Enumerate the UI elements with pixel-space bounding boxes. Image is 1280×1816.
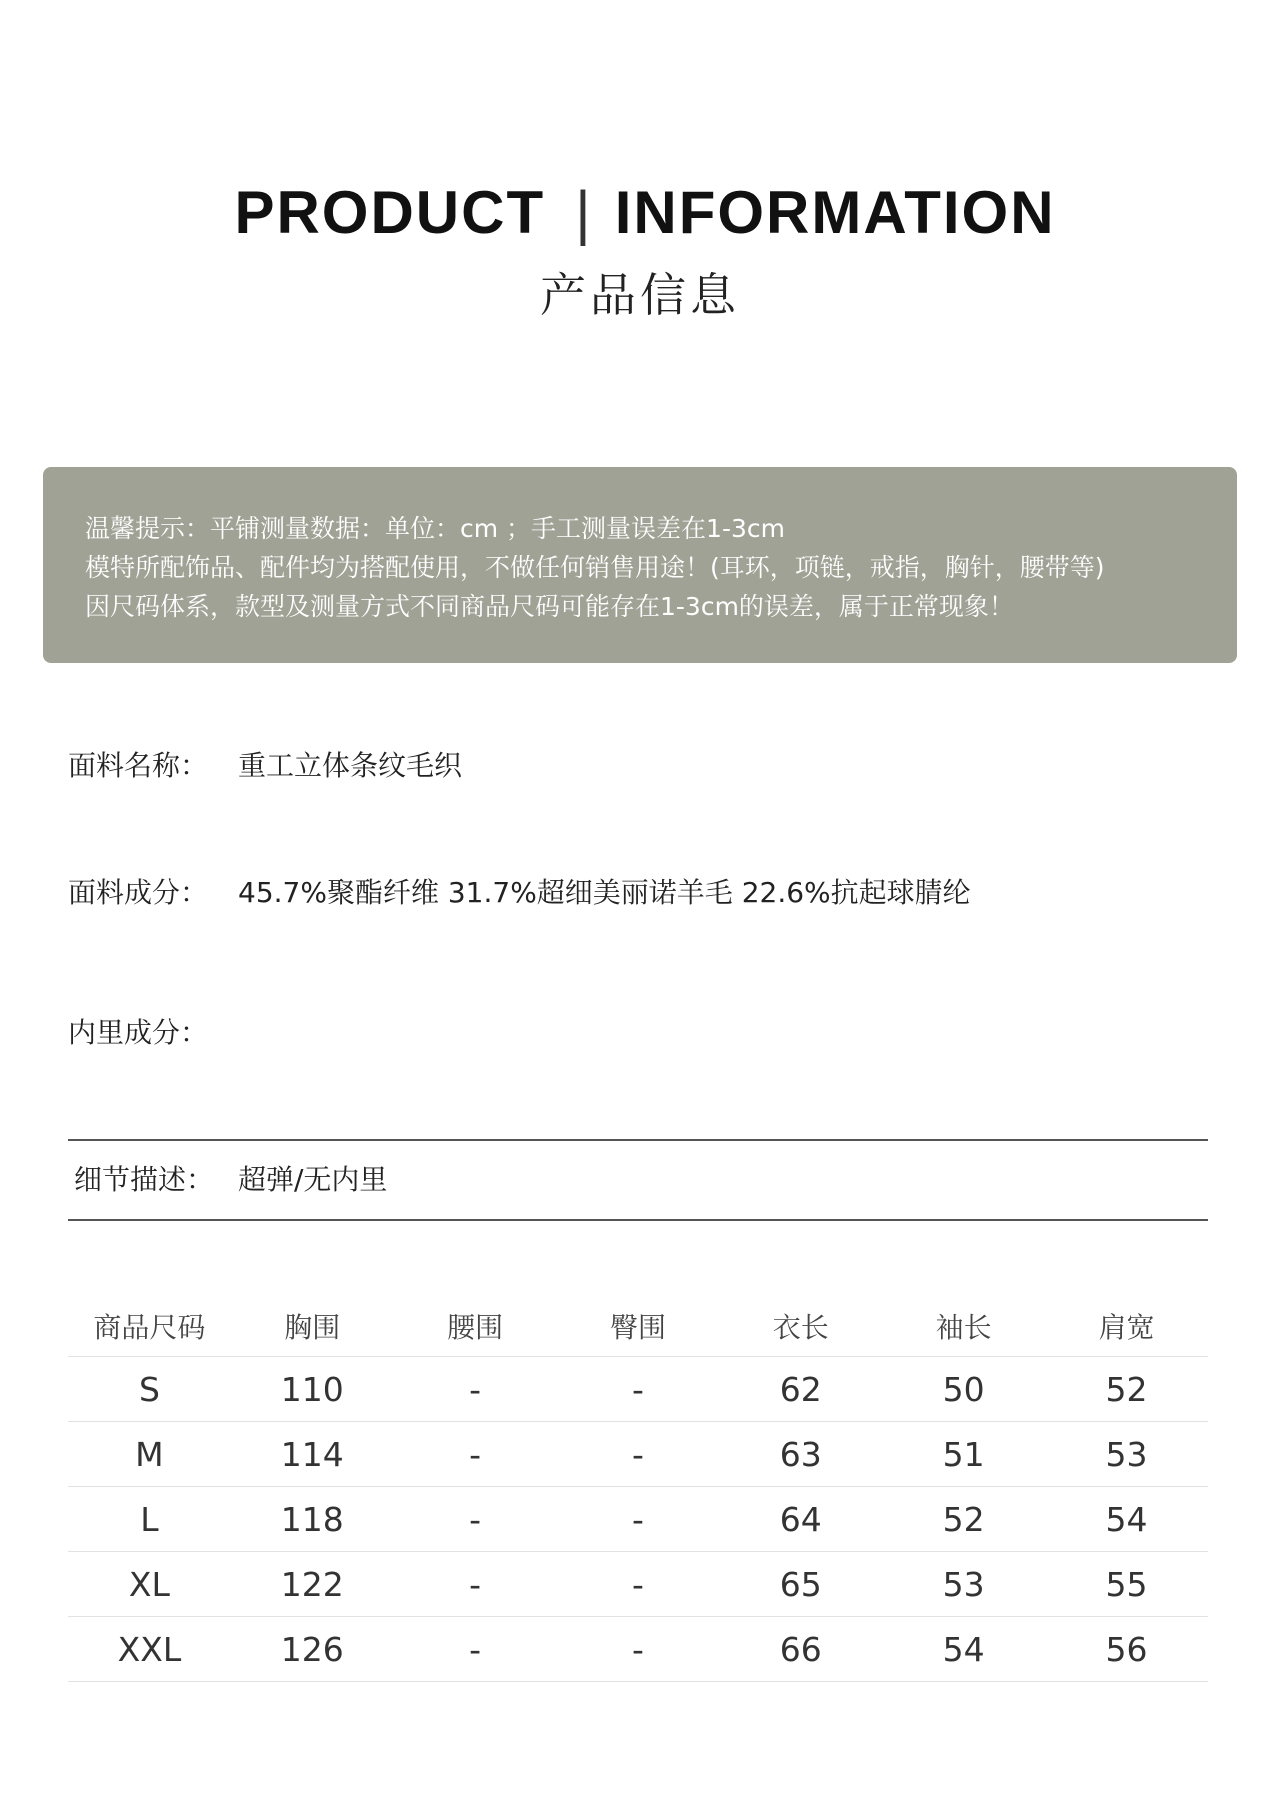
title-product: PRODUCT bbox=[234, 179, 546, 246]
header-waist: 腰围 bbox=[447, 1311, 504, 1344]
cell-chest: 114 bbox=[231, 1422, 394, 1487]
cell-shoulder: 56 bbox=[1045, 1617, 1208, 1682]
detail-row bbox=[74, 1158, 387, 1198]
divider-top bbox=[68, 1139, 1208, 1141]
title-information: INFORMATION bbox=[614, 179, 1056, 246]
cell-length: 64 bbox=[719, 1487, 882, 1552]
cell-sleeve: 52 bbox=[882, 1487, 1045, 1552]
fabric-name-value: 重工立体条纹毛织 bbox=[238, 749, 463, 782]
detail-value: 超弹/无内里 bbox=[238, 1163, 388, 1196]
lining-composition-label: 内里成分： bbox=[68, 1016, 209, 1049]
cell-chest: 118 bbox=[231, 1487, 394, 1552]
header-chest: 胸围 bbox=[284, 1311, 341, 1344]
cell-waist: - bbox=[394, 1487, 557, 1552]
cell-shoulder: 52 bbox=[1045, 1357, 1208, 1422]
cell-shoulder: 53 bbox=[1045, 1422, 1208, 1487]
cell-hip: - bbox=[557, 1552, 720, 1617]
cell-length: 65 bbox=[719, 1552, 882, 1617]
detail-label: 细节描述： bbox=[74, 1163, 215, 1196]
divider-bottom bbox=[68, 1219, 1208, 1221]
cell-size: L bbox=[68, 1487, 231, 1552]
cell-sleeve: 51 bbox=[882, 1422, 1045, 1487]
cell-shoulder: 54 bbox=[1045, 1487, 1208, 1552]
header-size: 商品尺码 bbox=[93, 1311, 206, 1344]
table-row bbox=[68, 1617, 1208, 1682]
cell-chest: 110 bbox=[231, 1357, 394, 1422]
page-header bbox=[0, 170, 1280, 326]
fabric-name-label: 面料名称： bbox=[68, 749, 209, 782]
lining-composition-row bbox=[68, 1011, 238, 1051]
cell-waist: - bbox=[394, 1357, 557, 1422]
header-shoulder: 肩宽 bbox=[1098, 1311, 1155, 1344]
cell-size: XL bbox=[68, 1552, 231, 1617]
title-separator: | bbox=[575, 179, 593, 246]
cell-sleeve: 53 bbox=[882, 1552, 1045, 1617]
table-row bbox=[68, 1422, 1208, 1487]
fabric-composition-row bbox=[68, 871, 971, 911]
cell-hip: - bbox=[557, 1422, 720, 1487]
fabric-name-row bbox=[68, 744, 462, 784]
fabric-composition-label: 面料成分： bbox=[68, 876, 209, 909]
header-length: 衣长 bbox=[772, 1311, 829, 1344]
notice-line-measurement: 温馨提示：平铺测量数据：单位：cm ；手工测量误差在1-3cm bbox=[85, 514, 785, 543]
cell-sleeve: 50 bbox=[882, 1357, 1045, 1422]
cell-hip: - bbox=[557, 1487, 720, 1552]
page-title-cn: 产品信息 bbox=[540, 268, 740, 322]
cell-length: 62 bbox=[719, 1357, 882, 1422]
page-title-en bbox=[0, 170, 1280, 256]
size-table-header-row bbox=[68, 1296, 1208, 1357]
table-row bbox=[68, 1487, 1208, 1552]
size-table bbox=[68, 1296, 1208, 1682]
cell-chest: 122 bbox=[231, 1552, 394, 1617]
cell-chest: 126 bbox=[231, 1617, 394, 1682]
table-row bbox=[68, 1552, 1208, 1617]
cell-waist: - bbox=[394, 1617, 557, 1682]
cell-length: 66 bbox=[719, 1617, 882, 1682]
cell-waist: - bbox=[394, 1422, 557, 1487]
cell-size: S bbox=[68, 1357, 231, 1422]
cell-sleeve: 54 bbox=[882, 1617, 1045, 1682]
cell-size: XXL bbox=[68, 1617, 231, 1682]
notice-line-size-deviation: 因尺码体系，款型及测量方式不同商品尺码可能存在1-3cm的误差，属于正常现象！ bbox=[85, 592, 1014, 621]
table-row bbox=[68, 1357, 1208, 1422]
cell-waist: - bbox=[394, 1552, 557, 1617]
fabric-composition-value: 45.7%聚酯纤维 31.7%超细美丽诺羊毛 22.6%抗起球腈纶 bbox=[238, 876, 971, 909]
cell-size: M bbox=[68, 1422, 231, 1487]
header-hip: 臀围 bbox=[609, 1311, 666, 1344]
cell-hip: - bbox=[557, 1357, 720, 1422]
cell-shoulder: 55 bbox=[1045, 1552, 1208, 1617]
notice-box bbox=[43, 467, 1237, 663]
header-sleeve: 袖长 bbox=[935, 1311, 992, 1344]
cell-hip: - bbox=[557, 1617, 720, 1682]
cell-length: 63 bbox=[719, 1422, 882, 1487]
notice-line-accessories: 模特所配饰品、配件均为搭配使用，不做任何销售用途！(耳环，项链，戒指，胸针，腰带等) bbox=[85, 553, 1105, 582]
